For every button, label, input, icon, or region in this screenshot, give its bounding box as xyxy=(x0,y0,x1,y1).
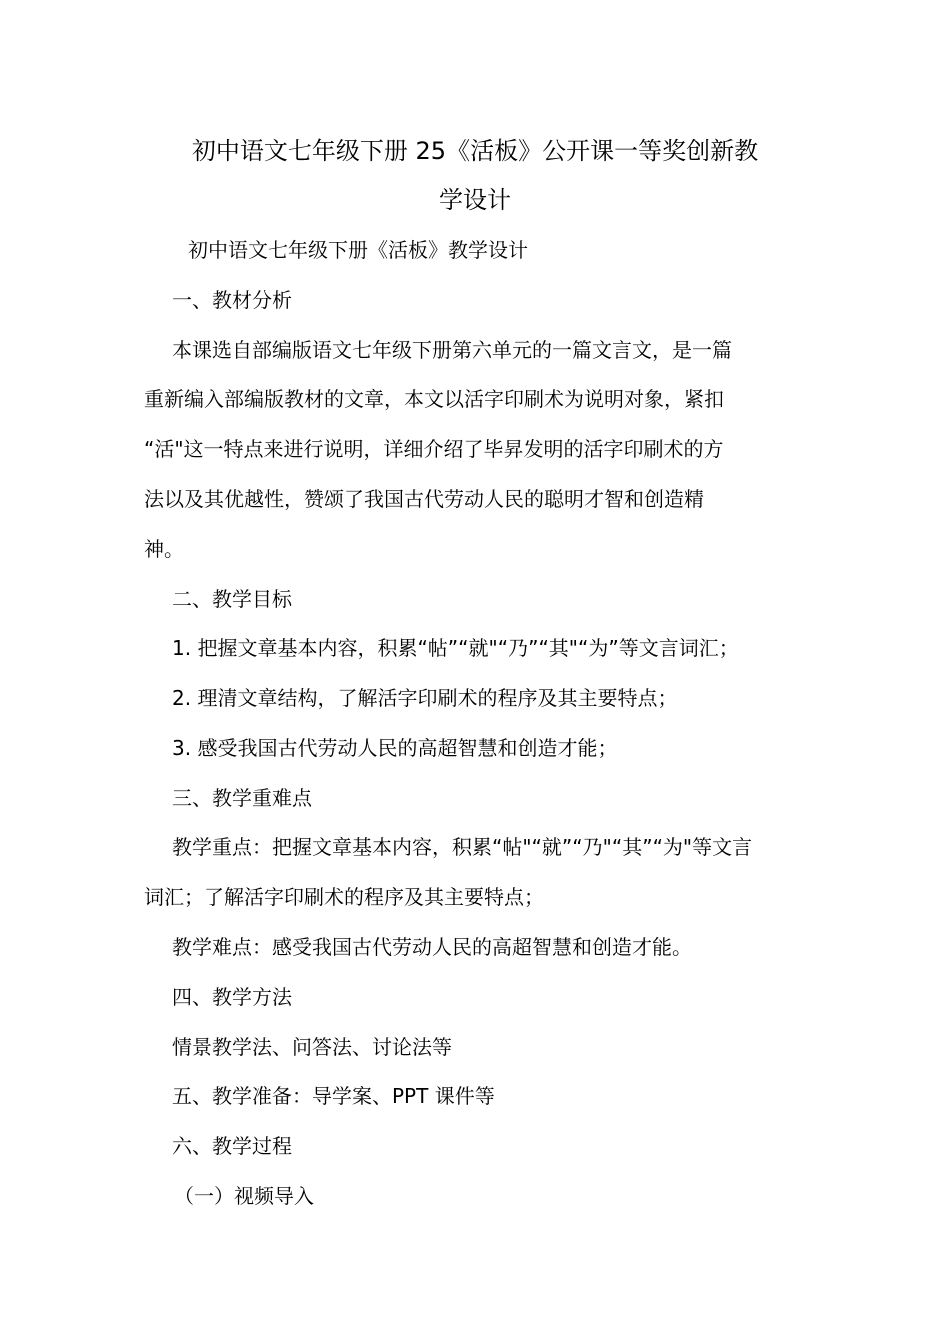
section-heading-preparation: 五、教学准备：导学案、PPT 课件等 xyxy=(172,1084,495,1108)
section-heading-methods: 四、教学方法 xyxy=(172,985,292,1009)
goal-item-2: 2. 理清文章结构，了解活字印刷术的程序及其主要特点； xyxy=(172,686,678,710)
document-title-line-1: 初中语文七年级下册 25《活板》公开课一等奖创新教 xyxy=(191,137,759,165)
section-heading-process: 六、教学过程 xyxy=(172,1134,292,1158)
key-point-line-1: 教学重点：把握文章基本内容，积累“帖"“就”“乃"“其”“为"等文言 xyxy=(172,835,753,859)
process-step-heading: （一）视频导入 xyxy=(174,1184,314,1208)
paragraph-line: 重新编入部编版教材的文章，本文以活字印刷术为说明对象，紧扣 xyxy=(144,387,724,411)
paragraph-line: 神。 xyxy=(144,537,184,561)
key-point-line-2: 词汇；了解活字印刷术的程序及其主要特点； xyxy=(144,885,544,909)
paragraph-line: 法以及其优越性，赞颂了我国古代劳动人民的聪明才智和创造精 xyxy=(144,487,704,511)
goal-item-1: 1. 把握文章基本内容，积累“帖”“就"“乃”“其"“为”等文言词汇； xyxy=(172,636,739,660)
difficult-point: 教学难点：感受我国古代劳动人民的高超智慧和创造才能。 xyxy=(172,935,692,959)
methods-text: 情景教学法、问答法、讨论法等 xyxy=(172,1035,452,1059)
section-heading-key-difficult: 三、教学重难点 xyxy=(172,786,312,810)
paragraph-line: 本课选自部编版语文七年级下册第六单元的一篇文言文，是一篇 xyxy=(172,338,732,362)
document-subtitle: 初中语文七年级下册《活板》教学设计 xyxy=(188,238,528,262)
section-heading-materials: 一、教材分析 xyxy=(172,288,292,312)
section-heading-goals: 二、教学目标 xyxy=(172,587,292,611)
goal-item-3: 3. 感受我国古代劳动人民的高超智慧和创造才能； xyxy=(172,736,618,760)
document-title-line-2: 学设计 xyxy=(439,186,511,214)
paragraph-line: “活"这一特点来进行说明，详细介绍了毕昇发明的活字印刷术的方 xyxy=(144,437,724,461)
